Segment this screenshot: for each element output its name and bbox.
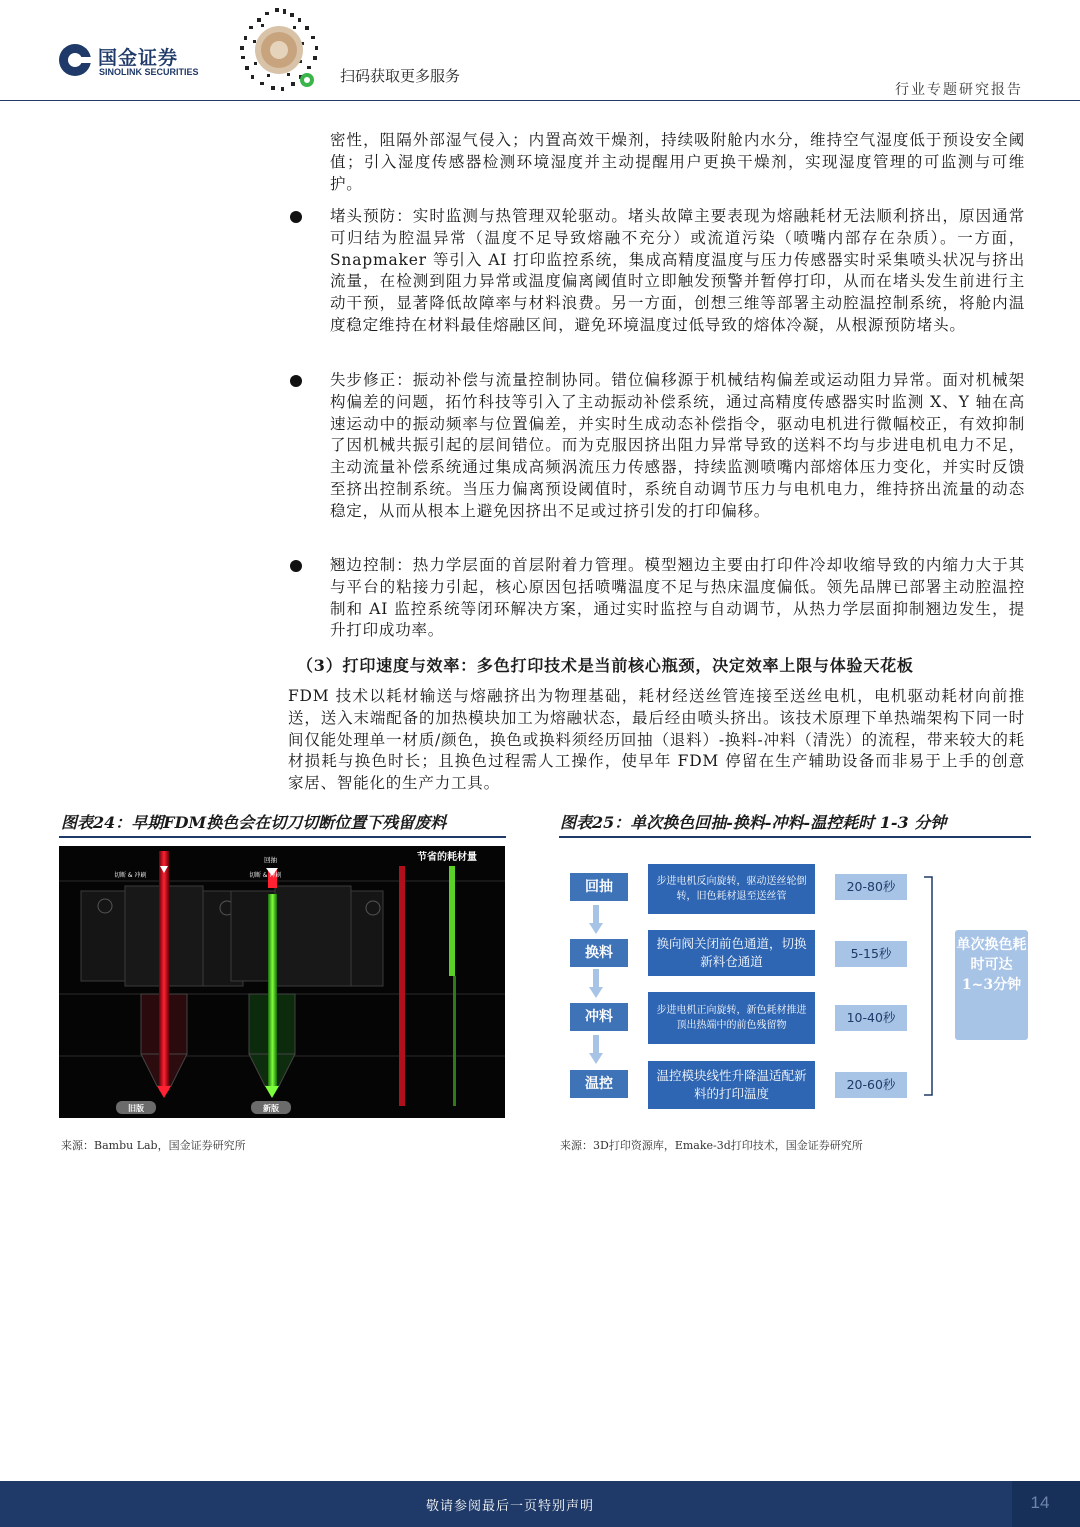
- down-arrow-icon: [589, 905, 603, 935]
- figure-24-divider: [59, 836, 506, 838]
- step-temp-box: 温控: [570, 1070, 628, 1098]
- bullet-paragraph-nozzle-clog: 堵头预防：实时监测与热管理双轮驱动。堵头故障主要表现为熔融耗材无法顺利挤出，原因通常可归结为腔温异常（温度不足导致熔融不充分）或流道污染（喷嘴内部存在杂质）。一方面，Snapmaker 等引入 AI 打印监控系统，集成高精度温度与压力传感器实时采集喷头状况与挤出流量，在检测到阻力异常或温度偏离阈值时立即触发预警并暂停打印，从而在堵头发生前进行主动干预，显著降低故障率与材料浪费。另一方面，创想三维等部署主动腔温控制系统，将舱内温度稳定维持在材料最佳熔融区间，避免环境温度过低导致的熔体冷凝，从根源预防堵头。: [330, 207, 1025, 334]
- step-purge-box: 冲料: [570, 1003, 628, 1031]
- bullet-paragraph-warping: 翘边控制：热力学层面的首层附着力管理。模型翘边主要由打印件冷却收缩导致的内缩力大于其与平台的粘接力引起，核心原因包括喷嘴温度不足与热床温度偏低。领先品牌已部署主动腔温控制和 AI 监控系统等闭环解决方案，通过实时监控与自动调节，从热力学层面抑制翘边发生，提升打印成功率。: [330, 556, 1025, 640]
- logo-mark-icon: [58, 43, 92, 77]
- logo-chinese-name: 国金证券: [98, 47, 179, 69]
- intro-continuation-paragraph: 密性，阻隔外部湿气侵入；内置高效干燥剂，持续吸附舱内水分，维持空气湿度低于预设安全阈值；引入湿度传感器检测环境湿度并主动提醒用户更换干燥剂，实现湿度管理的可监测与可维护。: [330, 131, 1025, 193]
- down-arrow-icon: [589, 969, 603, 999]
- figure-24-nozzle-image: [59, 846, 505, 1118]
- page-footer: [0, 1481, 1080, 1527]
- fdm-principle-paragraph: FDM 技术以耗材输送与熔融挤出为物理基础，耗材经送丝管连接至送丝电机，电机驱动耗材向前推送，送入末端配备的加热模块加工为熔融状态，最后经由喷头挤出。该技术原理下单热端架构下同一时间仅能处理单一材质/颜色，换色或换料须经历回抽（退料）-换料-冲料（清洗）的流程，带来较大的耗材损耗与换色时长；且换色过程需人工操作，使早年 FDM 停留在生产辅助设备而非易于上手的创意家居、智能化的生产力工具。: [288, 687, 1025, 793]
- step-swap-description: 换向阀关闭前色通道，切换新料仓通道: [648, 930, 815, 976]
- nozzle-comparison-illustration: [59, 846, 505, 1118]
- step-swap-box: 换料: [570, 939, 628, 967]
- bullet-dot-icon: [290, 211, 302, 223]
- figure-24-source: 来源：Bambu Lab，国金证券研究所: [61, 1139, 246, 1152]
- step-retract-description: 步进电机反向旋转，驱动送丝轮倒转，旧色耗材退至送丝管: [648, 864, 815, 914]
- bullet-paragraph-layer-shift: 失步修正：振动补偿与流量控制协同。错位偏移源于机械结构偏差或运动阻力异常。面对机械架构偏差的问题，拓竹科技等引入了主动振动补偿系统，通过高精度传感器实时监测 X、Y 轴在高速运动中的振动频率与位置偏差，并实时生成动态补偿指令，驱动电机进行微幅校正，有效抑制了因机械共振引起的层间错位。而为克服因挤出阻力异常导致的送料不均与步进电机电力不足，主动流量补偿系统通过集成高频涡流压力传感器，持续监测喷嘴内部熔体压力变化，并实时反馈至挤出控制系统。当压力偏离预设阈值时，系统自动调节压力与电机电力，维持挤出流量的动态稳定，从而从根本上避免因挤出不足或过挤引发的打印偏移。: [330, 371, 1025, 520]
- figure-24-caption: 图表24：早期FDM换色会在切刀切断位置下残留废料: [61, 813, 447, 832]
- figure-25-flow-diagram: [560, 846, 1030, 1118]
- section-heading-print-speed: （3）打印速度与效率：多色打印技术是当前核心瓶颈，决定效率上限与体验天花板: [297, 656, 914, 675]
- bullet-dot-icon: [290, 375, 302, 387]
- fig24-new-version-label: 新版: [263, 1104, 279, 1113]
- fig24-old-version-label: 旧版: [128, 1104, 144, 1113]
- step-retract-box: 回抽: [570, 873, 628, 901]
- fig24-cut-flush-right: 切断 & 冲刷: [249, 872, 282, 879]
- down-arrow-icon: [589, 1035, 603, 1065]
- step-temp-description: 温控模块线性升降温适配新料的打印温度: [648, 1061, 815, 1109]
- page-number: 14: [1030, 1493, 1050, 1512]
- logo-english-name: SINOLINK SECURITIES: [99, 67, 199, 77]
- disclaimer-notice: 敬请参阅最后一页特别声明: [426, 1499, 595, 1514]
- company-logo: [58, 40, 218, 80]
- figure-25-divider: [559, 836, 1031, 838]
- page-header: [0, 0, 1080, 101]
- old-extruder-drawing: [81, 851, 243, 1098]
- fig24-retract-label: 回抽: [264, 856, 277, 864]
- figure-25-source: 来源：3D打印资源库，Emake-3d打印技术，国金证券研究所: [560, 1139, 863, 1152]
- qr-code-icon[interactable]: [235, 6, 323, 94]
- report-type-label: 行业专题研究报告: [895, 82, 1023, 98]
- bracket-icon: [924, 876, 938, 1096]
- step-temp-time: 20-60秒: [835, 1072, 907, 1098]
- new-extruder-drawing: [231, 868, 383, 1098]
- bullet-dot-icon: [290, 560, 302, 572]
- step-retract-time: 20-80秒: [835, 874, 907, 900]
- total-time-summary: 单次换色耗时可达1~3分钟: [955, 930, 1028, 1040]
- step-swap-time: 5-15秒: [835, 941, 907, 967]
- fig24-cut-flush-left: 切断 & 冲刷: [114, 872, 147, 879]
- scan-for-service-text: 扫码获取更多服务: [340, 67, 461, 85]
- step-purge-time: 10-40秒: [835, 1005, 907, 1031]
- saved-material-bars: [399, 866, 456, 1106]
- fig24-saved-label: 节省的耗材量: [417, 852, 477, 863]
- figure-25-caption: 图表25：单次换色回抽-换料-冲料-温控耗时 1-3 分钟: [560, 813, 947, 832]
- step-purge-description: 步进电机正向旋转，新色耗材推进顶出热端中的前色残留物: [648, 992, 815, 1044]
